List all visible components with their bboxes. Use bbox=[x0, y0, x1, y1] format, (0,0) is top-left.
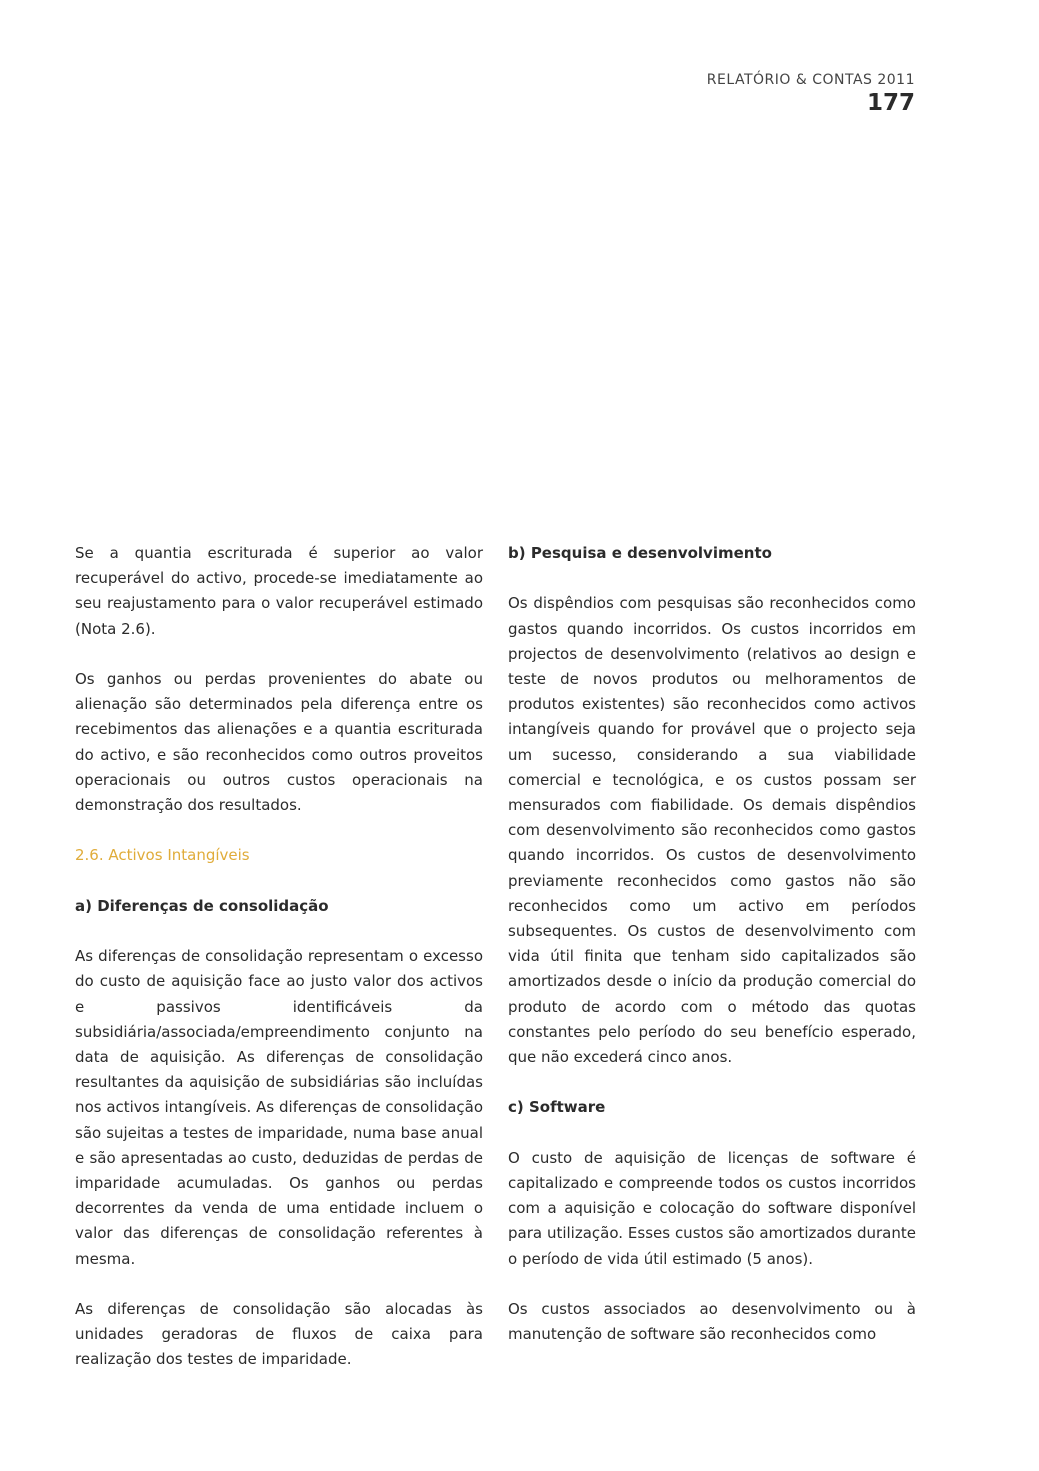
section-title: 2.6. Activos Intangíveis bbox=[75, 846, 250, 865]
right-column bbox=[508, 541, 916, 1373]
paragraph: Se a quantia escriturada é superior ao valor recuperável do activo, procede-se imediatamente ao seu reajustamento para o valor recuperável estimado (Nota 2.6). bbox=[75, 544, 483, 638]
page-header bbox=[707, 70, 915, 116]
report-title: RELATÓRIO & CONTAS 2011 bbox=[706, 72, 915, 88]
paragraph: As diferenças de consolidação são alocadas às unidades geradoras de fluxos de caixa para realização dos testes de imparidade. bbox=[75, 1300, 483, 1369]
paragraph: Os custos associados ao desenvolvimento ou à manutenção de software são reconhecidos como bbox=[508, 1300, 916, 1344]
paragraph: As diferenças de consolidação representam o excesso do custo de aquisição face ao justo valor dos activos e passivos identificáveis da subsidiária/associada/empreendimento conjunto na data de aquisição. As diferenças de consolidação resultantes da aquisição de subsidiárias são incluídas nos activos intangíveis. As diferenças de consolidação são sujeitas a testes de imparidade, numa base anual e são apresentadas ao custo, deduzidas de perdas de imparidade acumuladas. Os ganhos ou perdas decorrentes da venda de uma entidade incluem o valor das diferenças de consolidação referentes à mesma. bbox=[75, 947, 483, 1268]
subheading: c) Software bbox=[508, 1098, 606, 1117]
paragraph: O custo de aquisição de licenças de software é capitalizado e compreende todos os custos incorridos com a aquisição e colocação do software disponível para utilização. Esses custos são amortizados durante o período de vida útil estimado (5 anos). bbox=[508, 1148, 916, 1268]
paragraph: Os ganhos ou perdas provenientes do abate ou alienação são determinados pela diferença entre os recebimentos das alienações e a quantia escriturada do activo, e são reconhecidos como outros proveitos operacionais ou outros custos operacionais na demonstração dos resultados. bbox=[75, 670, 483, 815]
page-number: 177 bbox=[866, 90, 915, 116]
subheading: b) Pesquisa e desenvolvimento bbox=[508, 544, 772, 562]
subheading: a) Diferenças de consolidação bbox=[75, 896, 329, 915]
paragraph: Os dispêndios com pesquisas são reconhecidos como gastos quando incorridos. Os custos incorridos em projectos de desenvolvimento (relativos ao design e teste de novos produtos ou melhoramentos de produtos existentes) são reconhecidos como activos intangíveis quando for provável que o projecto seja um sucesso, considerando a sua viabilidade comercial e tecnológica, e os custos possam ser mensurados com fiabilidade. Os demais dispêndios com desenvolvimento são reconhecidos como gastos quando incorridos. Os custos de desenvolvimento previamente reconhecidos como gastos não são reconhecidos como um activo em períodos subsequentes. Os custos de desenvolvimento com vida útil finita que tenham sido capitalizados são amortizados desde o início da produção comercial do produto de acordo com o método das quotas constantes pelo período do seu benefício esperado, que não excederá cinco anos. bbox=[508, 594, 916, 1067]
left-column bbox=[75, 541, 483, 1398]
